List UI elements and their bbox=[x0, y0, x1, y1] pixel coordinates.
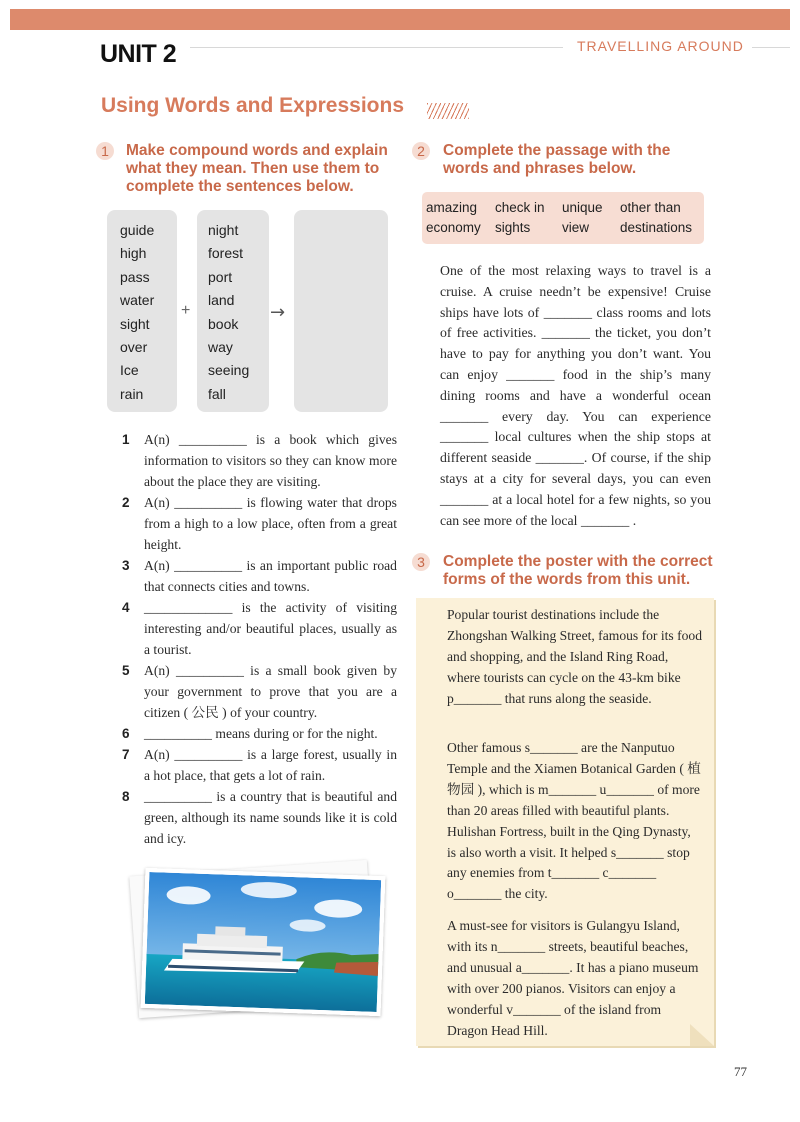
word-item: fall bbox=[208, 385, 226, 402]
sentence-4 bbox=[122, 597, 397, 660]
header-rule-left bbox=[190, 47, 563, 48]
answer-blank[interactable]: __________ bbox=[144, 726, 212, 741]
sentence-text: is a country that is beautiful and green, although its name sounds like it is cold and icy. bbox=[144, 789, 397, 846]
plus-sign: + bbox=[181, 302, 191, 319]
poster-paragraph-1: Popular tourist destinations include the Zhongshan Walking Street, famous for its food and shopping, and the Island Ring Road, where tourists can cycle on the 43-km bike p_______ that runs along the seaside. bbox=[447, 607, 703, 706]
sentence-8 bbox=[122, 786, 397, 849]
sentence-text: is a book which gives information to visitors so they can know more about the place they are visiting. bbox=[144, 432, 397, 489]
word-bank-item: unique bbox=[562, 200, 603, 215]
word-bank-item: view bbox=[562, 220, 590, 235]
word-item: port bbox=[208, 268, 233, 285]
poster-paragraph-3: A must-see for visitors is Gulangyu Island, with its n_______ streets, beautiful beaches, and unusual a_______. It has a piano museum with over 200 pianos. Visitors can enjoy a wonderful v_______ of the island from Dragon Head Hill. bbox=[447, 918, 699, 1038]
word-item: pass bbox=[120, 268, 150, 285]
word-bank-item: economy bbox=[426, 220, 481, 235]
sentence-number: 1 bbox=[122, 432, 130, 447]
word-item: sight bbox=[120, 315, 150, 332]
answer-box bbox=[294, 210, 388, 412]
exercise-1-number: 1 bbox=[96, 142, 114, 160]
word-item: forest bbox=[208, 245, 244, 262]
word-item: land bbox=[208, 292, 235, 309]
instruction-line: complete the sentences below. bbox=[126, 178, 354, 195]
poster-paragraph-2: Other famous s_______ are the Nanputuo Temple and the Xiamen Botanical Garden ( 植物园 ), which is m_______ u_______ of more than 20 areas filled with beautiful plants. Hulishan Fortress, built in the Qing Dynasty, is also worth a visit. It helped s_______ stop any enemies from t_______ c_______ o_______ the city. bbox=[447, 740, 701, 902]
sentence-2 bbox=[122, 492, 397, 555]
sentence-text: is flowing water that drops from a high to a low place, often from a great height. bbox=[144, 495, 397, 552]
cruise-ship-photo bbox=[141, 868, 386, 1016]
sentence-number: 8 bbox=[122, 789, 130, 804]
unit-title: UNIT 2 bbox=[100, 40, 177, 68]
word-column-1 bbox=[120, 219, 154, 406]
word-item: seeing bbox=[208, 362, 250, 379]
word-item: way bbox=[208, 339, 233, 356]
instruction-line: what they mean. Then use them to bbox=[126, 160, 380, 177]
answer-blank[interactable]: __________ bbox=[175, 663, 244, 678]
sentence-6 bbox=[122, 723, 397, 744]
arrow-icon: → bbox=[270, 302, 286, 323]
sentence-1 bbox=[122, 429, 397, 492]
word-item: water bbox=[120, 292, 155, 309]
answer-blank[interactable]: __________ bbox=[174, 558, 243, 573]
sentence-text: means during or for the night. bbox=[211, 726, 378, 741]
word-item: over bbox=[120, 339, 148, 356]
word-item: rain bbox=[120, 385, 144, 402]
sentence-number: 4 bbox=[122, 600, 130, 615]
sentence-number: 5 bbox=[122, 663, 130, 678]
sentence-text: A(n) bbox=[144, 747, 175, 762]
page-number: 77 bbox=[734, 1064, 747, 1079]
word-bank-item: sights bbox=[495, 220, 531, 235]
word-column-2 bbox=[208, 219, 249, 406]
sentence-number: 3 bbox=[122, 558, 130, 573]
hatch-decoration bbox=[427, 103, 469, 119]
answer-blank[interactable]: __________ bbox=[174, 747, 243, 762]
sentence-text: A(n) bbox=[144, 663, 176, 678]
sentence-number: 7 bbox=[122, 747, 130, 762]
exercise-2-instruction bbox=[443, 142, 670, 178]
sentence-text: is a large forest, usually in a hot place, that gets a lot of rain. bbox=[144, 747, 397, 783]
cruise-passage: One of the most relaxing ways to travel is a cruise. A cruise needn’t be expensive! Cruise ships have lots of _______ class rooms and lots of free activities. _______ the ticket, you don’t have to pay for anything you don’t want. You can enjoy _______ food in the ship’s many dining rooms and have a wonderful ocean _______ every day. You can experience _______ local cultures when the ship stops at different seaside _______. Of course, if the ship stays at a city for several days, you can even _______ at a local hotel for a few nights, so you can see more of the local _______ . bbox=[440, 263, 711, 528]
word-item: night bbox=[208, 222, 239, 238]
instruction-line: Complete the passage with the bbox=[443, 142, 671, 159]
top-color-bar bbox=[10, 9, 790, 30]
cruise-ship-illustration bbox=[145, 872, 381, 1012]
answer-blank[interactable]: __________ bbox=[174, 495, 243, 510]
word-item: high bbox=[120, 245, 147, 262]
unit-theme: TRAVELLING AROUND bbox=[577, 38, 744, 54]
sentence-text: A(n) bbox=[144, 495, 175, 510]
section-title: Using Words and Expressions bbox=[101, 94, 405, 117]
sentence-text: A(n) bbox=[144, 558, 175, 573]
sentence-text: is a small book given by your government to prove that you are a citizen ( 公民 ) of your country. bbox=[144, 663, 397, 720]
sentence-number: 6 bbox=[122, 726, 130, 741]
word-item: book bbox=[208, 315, 239, 332]
word-bank-item: check in bbox=[495, 200, 545, 215]
instruction-line: Complete the poster with the correct bbox=[443, 553, 713, 570]
answer-blank[interactable]: __________ bbox=[178, 432, 247, 447]
sentence-text: is the activity of visiting interesting and/or beautiful places, usually as a tourist. bbox=[144, 600, 397, 657]
exercise-1-instruction bbox=[126, 142, 388, 196]
sentence-3 bbox=[122, 555, 397, 597]
exercise-2-number: 2 bbox=[412, 142, 430, 160]
word-bank-item: other than bbox=[620, 200, 681, 215]
instruction-line: forms of the words from this unit. bbox=[443, 571, 691, 588]
instruction-line: words and phrases below. bbox=[443, 160, 637, 177]
sentence-5 bbox=[122, 660, 397, 723]
answer-blank[interactable]: __________ bbox=[144, 789, 212, 804]
sentence-7 bbox=[122, 744, 397, 786]
sentence-text: A(n) bbox=[144, 432, 179, 447]
word-item: guide bbox=[120, 222, 155, 238]
sentence-text: is an important public road that connects cities and towns. bbox=[144, 558, 397, 594]
sentence-number: 2 bbox=[122, 495, 130, 510]
word-bank-item: amazing bbox=[426, 200, 478, 215]
exercise-3-instruction bbox=[443, 553, 713, 589]
exercise-3-number: 3 bbox=[412, 553, 430, 571]
instruction-line: Make compound words and explain bbox=[126, 142, 388, 159]
word-item: Ice bbox=[120, 362, 139, 379]
answer-blank[interactable]: _____________ bbox=[144, 600, 233, 615]
word-bank-item: destinations bbox=[620, 220, 693, 235]
header-rule-right bbox=[752, 47, 790, 48]
